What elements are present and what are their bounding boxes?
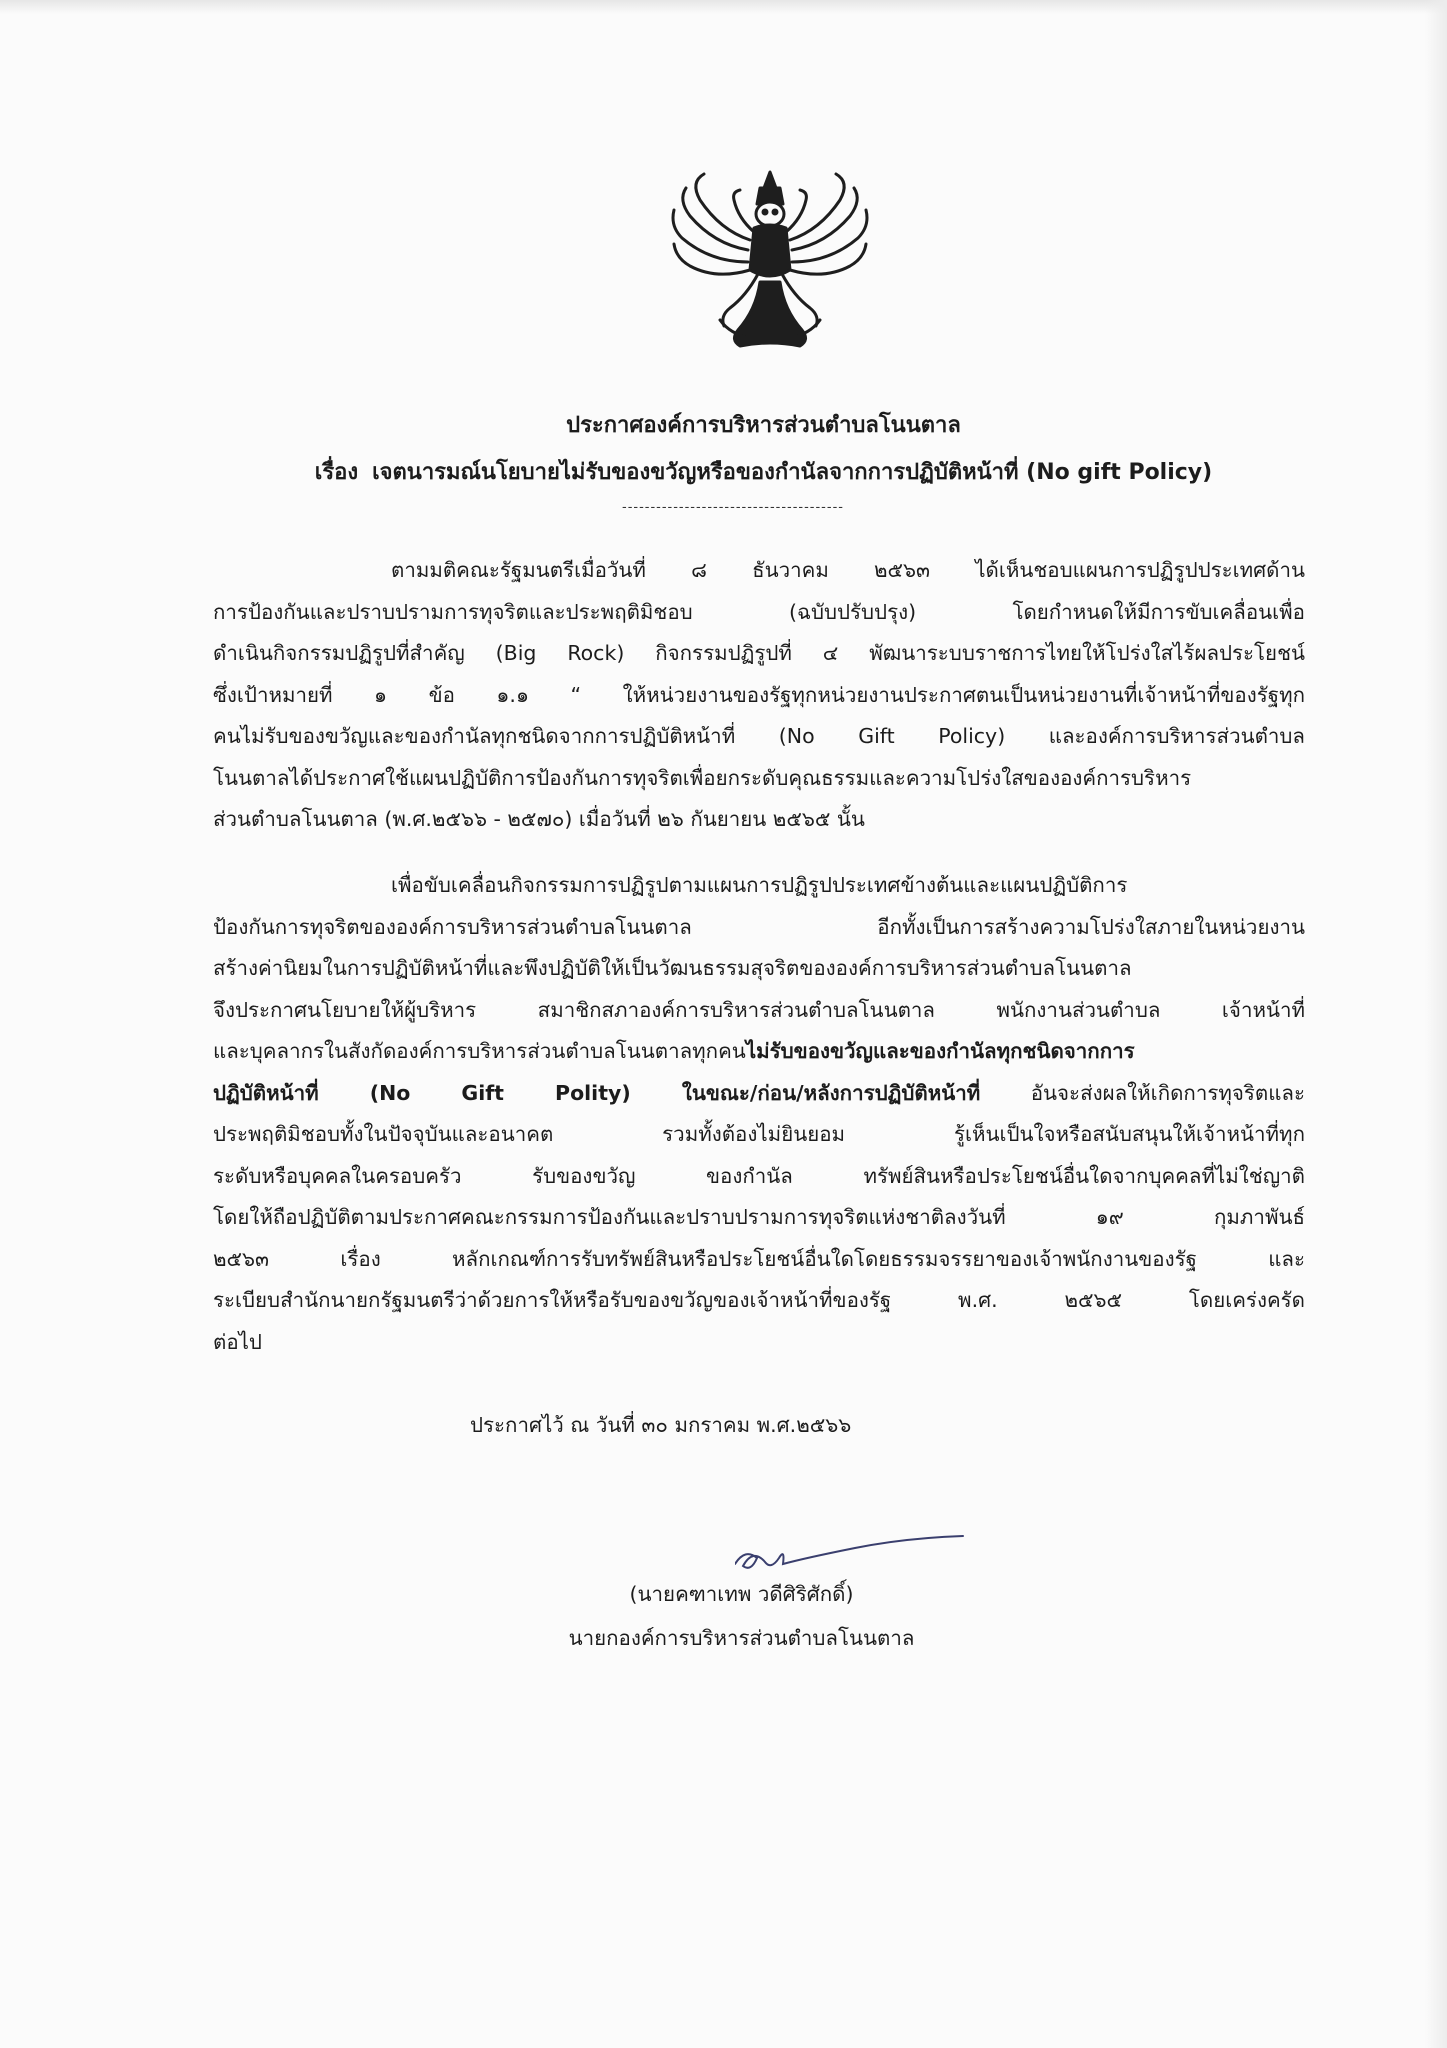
announcement-title: ประกาศองค์การบริหารส่วนตำบลโนนตาล [566, 413, 961, 438]
line-text: อันจะส่งผลให้เกิดการทุจริตและ [980, 1080, 1305, 1105]
emphasis-text: ปฏิบัติหน้าที่ (No Gift Polity) ในขณะ/ก่อน/หลังการปฏิบัติหน้าที่ [213, 1080, 981, 1105]
paragraph-line: สร้างค่านิยมในการปฏิบัติหน้าที่และพึงปฏิบัติให้เป็นวัฒนธรรมสุจริตขององค์การบริหารส่วนตำบลโนนตาล [213, 956, 1132, 980]
scan-edge-top [0, 0, 1447, 14]
paragraph-line: การป้องกันและปราบปรามการทุจริตและประพฤติมิชอบ (ฉบับปรับปรุง) โดยกำหนดให้มีการขับเคลื่อนเพื่อ [213, 599, 1305, 624]
scan-edge-right [1425, 0, 1447, 2048]
header-divider: --------------------------------------- [622, 500, 844, 515]
paragraph-line: ระดับหรือบุคคลในครอบครัว รับของขวัญ ของกำนัล ทรัพย์สินหรือประโยชน์อื่นใดจากบุคคลที่ไม่ใช่ญาติ [213, 1163, 1305, 1188]
paragraph-line: ซึ่งเป้าหมายที่ ๑ ข้อ ๑.๑ “ ให้หน่วยงานของรัฐทุกหน่วยงานประกาศตนเป็นหน่วยงานที่เจ้าหน้าที่ของรัฐทุก [213, 682, 1305, 707]
paragraph-2 [213, 865, 1305, 1363]
emphasis-text: ไม่รับของขวัญและของกำนัลทุกชนิดจากการ [745, 1039, 1135, 1063]
subject-label: เรื่อง [314, 460, 359, 485]
paragraph-line: จึงประกาศนโยบายให้ผู้บริหาร สมาชิกสภาองค์การบริหารส่วนตำบลโนนตาล พนักงานส่วนตำบล เจ้าหน้าที่ [213, 997, 1305, 1022]
paragraph-line: ดำเนินกิจกรรมปฏิรูปที่สำคัญ (Big Rock) กิจกรรมปฏิรูปที่ ๔ พัฒนาระบบราชการไทยให้โปร่งใสไร้ผลประโยชน์ [213, 641, 1305, 665]
paragraph-line: คนไม่รับของขวัญและของกำนัลทุกชนิดจากการปฏิบัติหน้าที่ (No Gift Policy) และองค์การบริหารส่วนตำบล [213, 724, 1305, 748]
paragraph-line: ต่อไป [213, 1329, 262, 1354]
paragraph-line: ตามมติคณะรัฐมนตรีเมื่อวันที่ ๘ ธันวาคม ๒๕๖๓ ได้เห็นชอบแผนการปฏิรูปประเทศด้าน [391, 558, 1305, 582]
paragraph-line: โนนตาลได้ประกาศใช้แผนปฏิบัติการป้องกันการทุจริตเพื่อยกระดับคุณธรรมและความโปร่งใสขององค์การบริหาร [213, 765, 1192, 790]
signatory-position: นายกองค์การบริหารส่วนตำบลโนนตาล [568, 1626, 915, 1650]
paragraph-line-mixed [213, 1031, 1305, 1073]
paragraph-line-mixed [213, 1073, 1305, 1115]
paragraph-line: ระเบียบสำนักนายกรัฐมนตรีว่าด้วยการให้หรือรับของขวัญของเจ้าหน้าที่ของรัฐ พ.ศ. ๒๕๖๕ โดยเคร่งครัด [213, 1288, 1305, 1312]
announcement-subject [40, 454, 1447, 489]
paragraph-line: ประพฤติมิชอบทั้งในปัจจุบันและอนาคต รวมทั้งต้องไม่ยินยอม รู้เห็นเป็นใจหรือสนับสนุนให้เจ้าหน้าที่ทุก [213, 1122, 1305, 1146]
subject-text: เจตนารมณ์นโยบายไม่รับของขวัญหรือของกำนัลจากการปฏิบัติหน้าที่ (No gift Policy) [372, 460, 1213, 485]
paragraph-line: ส่วนตำบลโนนตาล (พ.ศ.๒๕๖๖ - ๒๕๗๐) เมื่อวันที่ ๒๖ กันยายน ๒๕๖๕ นั้น [213, 807, 865, 831]
garuda-emblem-icon [660, 170, 880, 350]
line-text: และบุคลากรในสังกัดองค์การบริหารส่วนตำบลโนนตาลทุกคน [213, 1039, 746, 1063]
announcement-date: ประกาศไว้ ณ วันที่ ๓๐ มกราคม พ.ศ.๒๕๖๖ [470, 1413, 852, 1437]
paragraph-line: ๒๕๖๓ เรื่อง หลักเกณฑ์การรับทรัพย์สินหรือประโยชน์อื่นใดโดยธรรมจรรยาของเจ้าพนักงานของรัฐ และ [213, 1246, 1305, 1271]
paragraph-line: เพื่อขับเคลื่อนกิจกรรมการปฏิรูปตามแผนการปฏิรูปประเทศข้างต้นและแผนปฏิบัติการ [391, 873, 1128, 897]
paragraph-1 [213, 550, 1305, 841]
handwritten-signature [735, 1518, 965, 1578]
paragraph-line: ป้องกันการทุจริตขององค์การบริหารส่วนตำบลโนนตาล อีกทั้งเป็นการสร้างความโปร่งใสภายในหน่วยงาน [213, 914, 1305, 939]
signatory-name: (นายคฑาเทพ วดีศิริศักดิ์) [629, 1582, 854, 1606]
paragraph-line: โดยให้ถือปฏิบัติตามประกาศคณะกรรมการป้องกันและปราบปรามการทุจริตแห่งชาติลงวันที่ ๑๙ กุมภาพันธ์ [213, 1205, 1305, 1229]
